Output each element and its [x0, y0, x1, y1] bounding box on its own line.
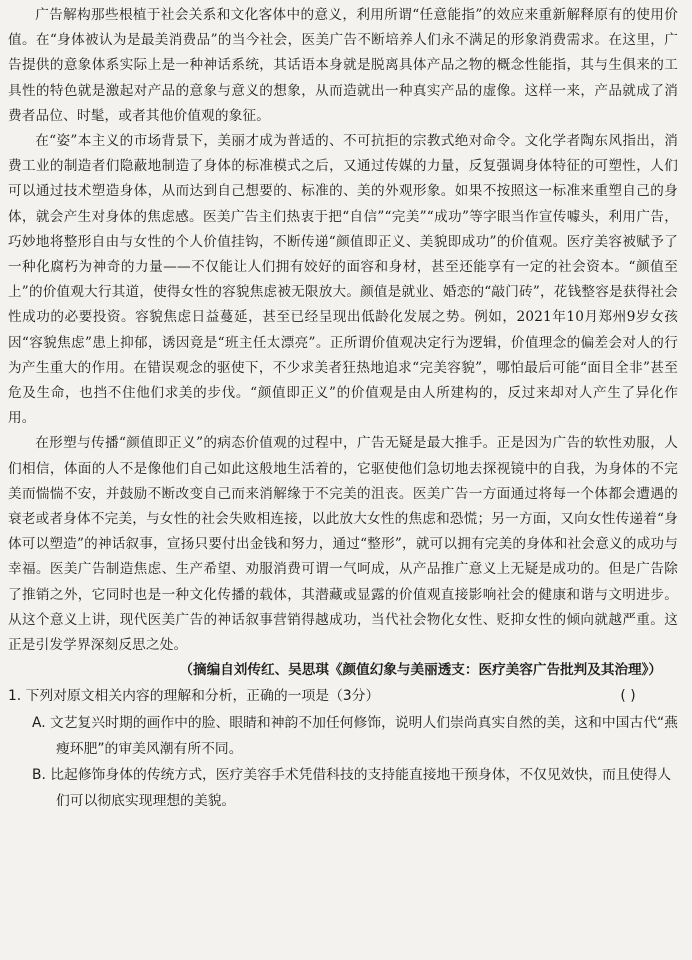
- option-a: A. 文艺复兴时期的画作中的脸、眼睛和神韵不加任何修饰，说明人们崇尚真实自然的美，这和中国古代“燕瘦环肥”的审美风潮有所不同。: [32, 715, 678, 758]
- article-paragraph-2: 在“姿”本主义的市场背景下，美丽才成为普适的、不可抗拒的宗教式绝对命令。文化学者陶东风指出，消费工业的制造者们隐蔽地制造了身体的标准模式之后，又通过传媒的力量，反复强调身体特征的可塑性，人们可以通过技术塑造身体，从而达到自己想要的、标准的、美的外观形象。如果不按照这一标准来重塑自己的身体，就会产生对身体的焦虑感。医美广告主们热衷于把“自信”“完美”“成功”等字眼当作宣传噱头，利用广告，巧妙地将整形自由与女性的个人价值挂钩，不断传递“颜值即正义、美貌即成功”的价值观。医疗美容被赋予了一种化腐朽为神奇的力量——不仅能让人们拥有姣好的面容和身材，甚至还能享有一定的社会资本。“颜值至上”的价值观大行其道，使得女性的容貌焦虑被无限放大。颜值是就业、婚恋的“敲门砖”，花钱整容是获得社会性成功的必要投资。容貌焦虑日益蔓延，甚至已经呈现出低龄化发展之势。例如，2021年10月郑州9岁女孩因“容貌焦虑”患上抑郁，诱因竟是“班主任太漂亮”。正所谓价值观决定行为逻辑，价值理念的偏差会对人的行为产生重大的作用。在错误观念的驱使下，不少求美者狂热地追求“完美容貌”，哪怕最后可能“面目全非”甚至危及生命，也挡不住他们求美的步伐。“颜值即正义”的价值观是由人所建构的，反过来却对人产生了异化作用。: [8, 133, 678, 427]
- article-paragraph-1: 广告解构那些根植于社会关系和文化客体中的意义，利用所谓“任意能指”的效应来重新解释原有的使用价值。在“身体被认为是最美消费品”的当今社会，医美广告不断培养人们永不满足的形象消费需求。在这里，广告提供的意象体系实际上是一种神话系统，其话语本身就是脱离具体产品之物的概念性能指，其与生俱来的工具性的特色就是激起对产品的意象与意义的想象，从而造就出一种真实产品的虚像。这样一来，产品就成了消费者品位、时髦，或者其他价值观的象征。: [8, 7, 678, 124]
- question-1: [8, 683, 678, 710]
- article-paragraph-3: 在形塑与传播“颜值即正义”的病态价值观的过程中，广告无疑是最大推手。正是因为广告的软性劝服，人们相信，体面的人不是像他们自己如此这般地生活着的，它驱使他们急切地去探视镜中的自我，为身体的不完美而惴惴不安，并鼓励不断改变自己而来消解缘于不完美的沮丧。医美广告一方面通过将每一个体都会遭遇的衰老或者身体不完美，与女性的社会失败相连接，以此放大女性的焦虑和恐慌；另一方面，又向女性传递着“身体可以塑造”的神话叙事，宣扬只要付出金钱和努力，通过“整形”，就可以拥有完美的身体和社会意义的成功与幸福。医美广告制造焦虑、生产希望、劝服消费可谓一气呵成，从产品推广意义上无疑是成功的。但是广告除了推销之外，它同时也是一种文化传播的载体，其潜藏或显露的价值观直接影响社会的健康和谐与文明进步。从这个意义上讲，现代医美广告的神话叙事营销得越成功，当代社会物化女性、贬抑女性的倾向就越严重。这正是引发学界深刻反思之处。: [8, 435, 678, 654]
- article-source: （摘编自刘传红、吴思琪《颜值幻象与美丽透支：医疗美容广告批判及其治理》）: [179, 662, 662, 679]
- option-b: B. 比起修饰身体的传统方式，医疗美容手术凭借科技的支持能直接地干预身体，不仅见效快，而且使得人们可以彻底实现理想的美貌。: [32, 767, 672, 810]
- answer-blank: ( ): [620, 688, 636, 705]
- question-stem: 1. 下列对原文相关内容的理解和分析，正确的一项是（3分）: [8, 688, 380, 705]
